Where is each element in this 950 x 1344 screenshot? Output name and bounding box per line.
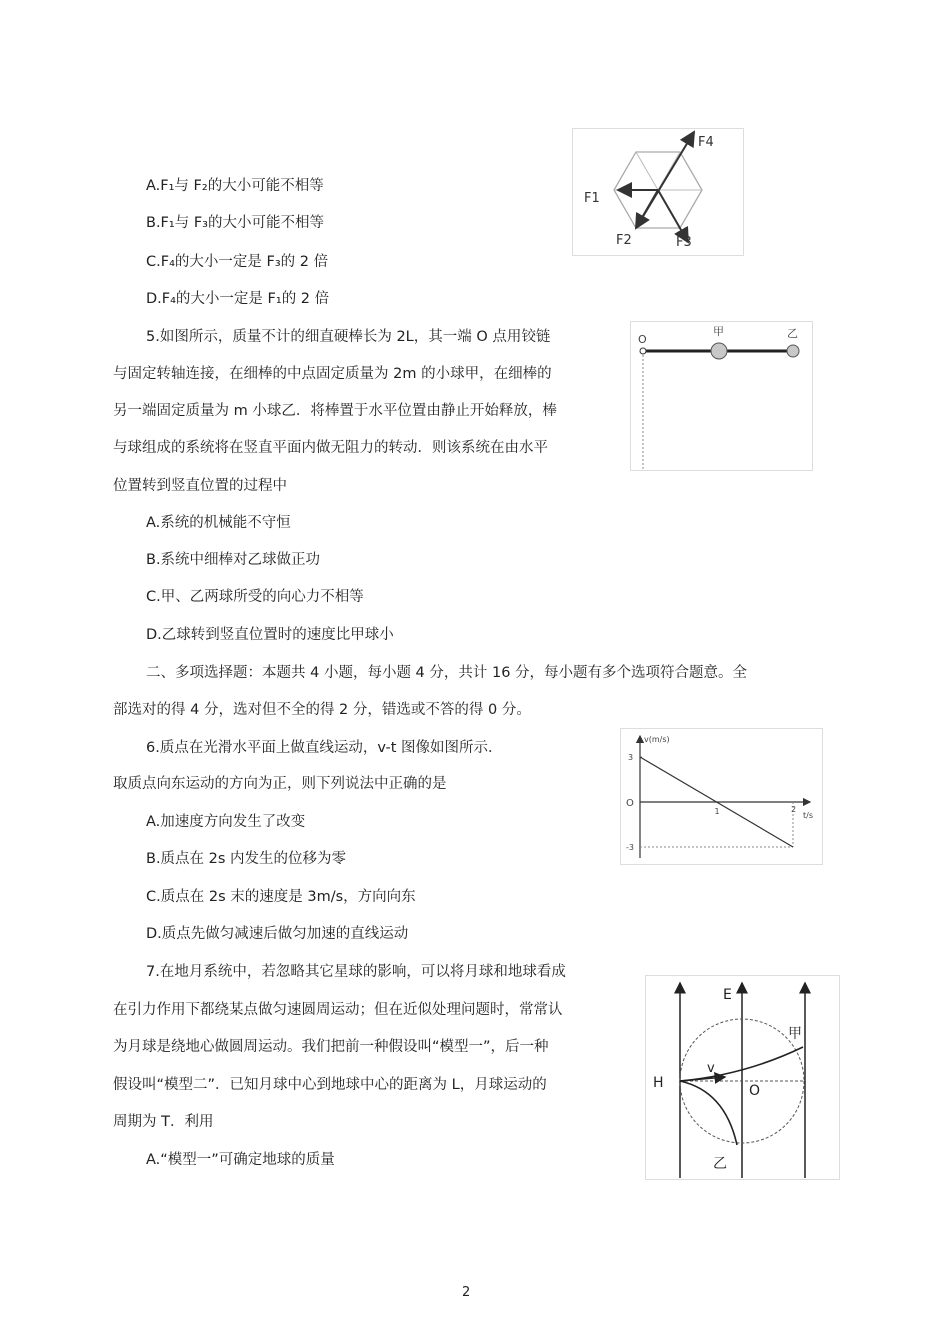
ball-jia <box>711 343 727 359</box>
origin-label: O <box>626 798 634 809</box>
q5-stem-line-5: 位置转到竖直位置的过程中 <box>113 478 287 494</box>
ball-yi <box>787 345 799 357</box>
section2-line-1: 二、多项选择题：本题共 4 小题，每小题 4 分，共计 16 分，每小题有多个选项符合题意。全 <box>146 665 748 681</box>
q6-stem-line-2: 取质点向东运动的方向为正，则下列说法中正确的是 <box>113 776 447 792</box>
q5-stem-line-2: 与固定转轴连接，在细棒的中点固定质量为 2m 的小球甲，在细棒的 <box>113 366 552 382</box>
q7-stem-line-5: 周期为 T．利用 <box>113 1114 214 1130</box>
q4-option-a: A.F₁与 F₂的大小可能不相等 <box>146 178 324 194</box>
q5-stem-line-3: 另一端固定质量为 m 小球乙．将棒置于水平位置由静止开始释放，棒 <box>113 403 557 419</box>
y-tick-neg3: -3 <box>626 843 634 852</box>
q6-stem-line-1: 6.质点在光滑水平面上做直线运动，v-t 图像如图所示． <box>146 740 503 756</box>
q4-force-hexagon-figure <box>572 128 744 256</box>
q7-orbit-figure <box>645 975 840 1180</box>
q7-stem-line-2: 在引力作用下都绕某点做匀速圆周运动；但在近似处理问题时，常常认 <box>113 1002 563 1018</box>
f3-label: F3 <box>676 235 692 250</box>
y-axis-label: v(m/s) <box>644 735 670 744</box>
q5-rod-figure <box>630 321 813 471</box>
q6-option-c: C.质点在 2s 末的速度是 3m/s，方向向东 <box>146 889 416 905</box>
ball-yi-label: 乙 <box>787 327 798 340</box>
e-label: E <box>723 987 732 1003</box>
q7-option-a: A.“模型一”可确定地球的质量 <box>146 1152 335 1168</box>
f4-vector <box>636 132 694 228</box>
x-tick-1: 1 <box>714 807 720 816</box>
q4-option-c: C.F₄的大小一定是 F₃的 2 倍 <box>146 254 329 270</box>
section2-line-2: 部选对的得 4 分，选对但不全的得 2 分，错选或不答的得 0 分。 <box>113 702 531 718</box>
q6-option-a: A.加速度方向发生了改变 <box>146 814 306 830</box>
q4-option-d: D.F₄的大小一定是 F₁的 2 倍 <box>146 291 330 307</box>
page-number: 2 <box>462 1285 471 1300</box>
q5-stem-line-1: 5.如图所示，质量不计的细直硬棒长为 2L，其一端 O 点用铰链 <box>146 329 551 345</box>
jia-label: 甲 <box>788 1026 802 1042</box>
x-axis-label: t/s <box>803 811 813 820</box>
q7-stem-line-3: 为月球是绕地心做圆周运动。我们把前一种假设叫“模型一”，后一种 <box>113 1039 549 1055</box>
o-label: O <box>749 1083 761 1099</box>
q6-option-b: B.质点在 2s 内发生的位移为零 <box>146 851 347 867</box>
f4-label: F4 <box>698 135 714 150</box>
ball-jia-label: 甲 <box>713 325 724 338</box>
q5-option-d: D.乙球转到竖直位置时的速度比甲球小 <box>146 627 394 643</box>
q4-option-b: B.F₁与 F₃的大小可能不相等 <box>146 215 324 231</box>
y-tick-3: 3 <box>628 753 634 762</box>
q7-stem-line-1: 7.在地月系统中，若忽略其它星球的影响，可以将月球和地球看成 <box>146 964 566 980</box>
q5-option-a: A.系统的机械能不守恒 <box>146 515 291 531</box>
q6-option-d: D.质点先做匀减速后做匀加速的直线运动 <box>146 926 409 942</box>
h-label: H <box>653 1075 664 1091</box>
pivot-point <box>640 348 646 354</box>
f2-label: F2 <box>616 233 632 248</box>
q5-stem-line-4: 与球组成的系统将在竖直平面内做无阻力的转动．则该系统在由水平 <box>113 440 548 456</box>
q6-vt-chart <box>620 728 823 865</box>
q7-stem-line-4: 假设叫“模型二”．已知月球中心到地球中心的距离为 L，月球运动的 <box>113 1077 547 1093</box>
q5-option-b: B.系统中细棒对乙球做正功 <box>146 552 321 568</box>
f1-label: F1 <box>584 191 600 206</box>
x-tick-2: 2 <box>791 805 797 814</box>
q5-option-c: C.甲、乙两球所受的向心力不相等 <box>146 589 364 605</box>
pivot-label: O <box>638 333 647 346</box>
yi-label: 乙 <box>713 1156 727 1172</box>
v-label: v <box>707 1061 715 1076</box>
